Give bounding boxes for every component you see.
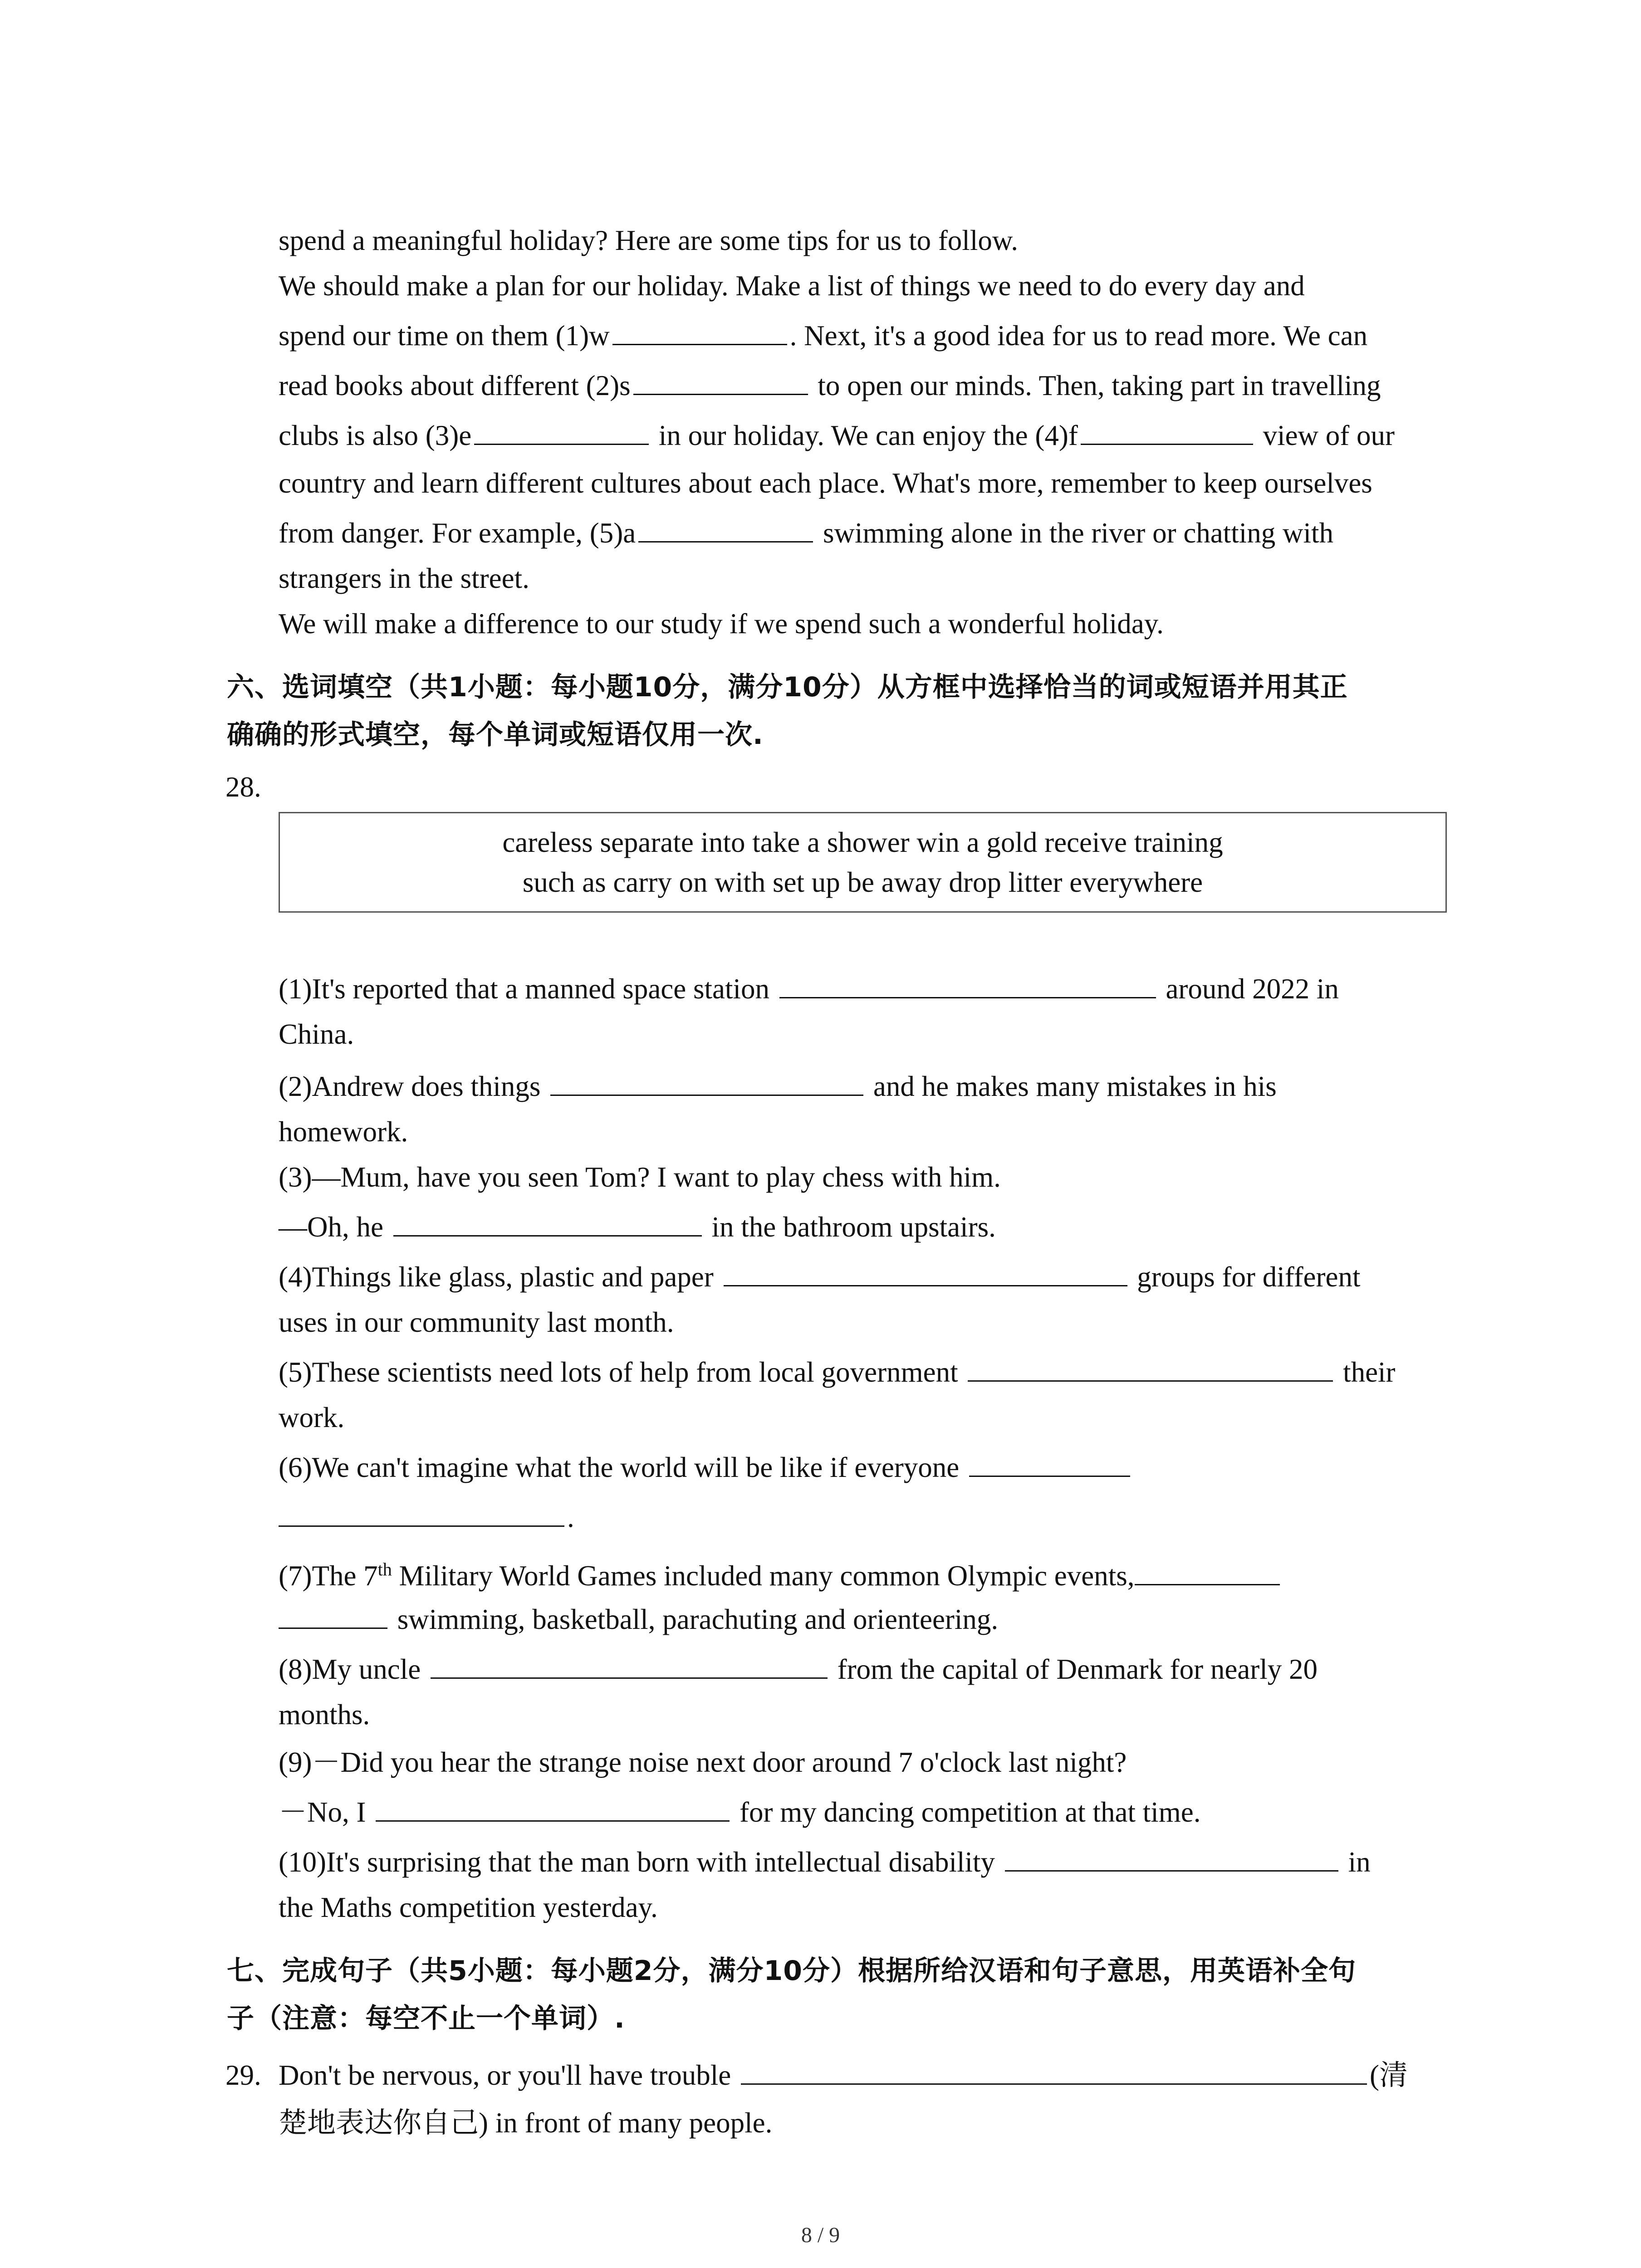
question-text: in xyxy=(1348,1846,1371,1878)
question-line: homework. xyxy=(279,1116,408,1148)
question-line: 楚地表达你自己) in front of many people. xyxy=(279,2107,773,2139)
passage-text: from danger. For example, (5)a xyxy=(279,517,636,549)
question-text: around 2022 in xyxy=(1166,973,1339,1005)
answer-blank[interactable] xyxy=(741,2057,1367,2085)
passage-text: to open our minds. Then, taking part in travelling xyxy=(818,370,1381,401)
question-text: in the bathroom upstairs. xyxy=(711,1211,996,1243)
question-text: (6)We can't imagine what the world will be like if everyone xyxy=(279,1452,960,1483)
question-text: (清 xyxy=(1369,2059,1408,2091)
question-line: (9)－Did you hear the strange noise next door around 7 o'clock last night? xyxy=(279,1746,1127,1778)
question-text: and he makes many mistakes in his xyxy=(873,1070,1277,1102)
passage-line: strangers in the street. xyxy=(279,562,529,594)
answer-blank[interactable] xyxy=(279,1499,564,1527)
answer-blank[interactable] xyxy=(969,1449,1130,1477)
answer-blank[interactable] xyxy=(724,1259,1127,1286)
question-line xyxy=(279,1844,1371,1880)
question-line xyxy=(279,1651,1318,1687)
section-heading: 七、完成句子（共5小题：每小题2分，满分10分）根据所给汉语和句子意思，用英语补全句 xyxy=(227,1955,1356,1987)
section-heading: 确确的形式填空，每个单词或短语仅用一次. xyxy=(227,719,764,751)
question-line: work. xyxy=(279,1402,345,1433)
section-heading: 六、选词填空（共1小题：每小题10分，满分10分）从方框中选择恰当的词或短语并用其正 xyxy=(227,671,1348,703)
question-line: China. xyxy=(279,1018,354,1050)
passage-line: We will make a difference to our study if we spend such a wonderful holiday. xyxy=(279,608,1164,640)
answer-blank[interactable] xyxy=(431,1651,828,1679)
passage-text: read books about different (2)s xyxy=(279,370,631,401)
question-text: (2)Andrew does things xyxy=(279,1070,541,1102)
passage-text: . Next, it's a good idea for us to read more. We can xyxy=(789,320,1368,352)
question-line xyxy=(279,1601,998,1637)
superscript: th xyxy=(377,1559,392,1579)
passage-text: view of our xyxy=(1263,420,1395,451)
answer-blank-5[interactable] xyxy=(638,515,813,543)
answer-blank[interactable] xyxy=(779,971,1156,998)
passage-line xyxy=(279,318,1367,354)
question-line xyxy=(279,1209,996,1245)
question-text: swimming, basketball, parachuting and orienteering. xyxy=(397,1603,999,1635)
question-text: Military World Games included many common Olympic events, xyxy=(392,1560,1135,1592)
passage-line xyxy=(279,417,1395,454)
question-line xyxy=(279,1794,1200,1830)
section-heading: 子（注意：每空不止一个单词）. xyxy=(227,2003,625,2034)
question-text: (10)It's surprising that the man born with intellectual disability xyxy=(279,1846,995,1878)
question-line xyxy=(279,2057,1408,2093)
question-text: (1)It's reported that a manned space station xyxy=(279,973,769,1005)
word-bank-line: such as carry on with set up be away drop litter everywhere xyxy=(522,866,1203,898)
question-text: (5)These scientists need lots of help from local government xyxy=(279,1356,958,1388)
question-line xyxy=(279,971,1339,1007)
passage-line: country and learn different cultures about each place. What's more, remember to keep ourselves xyxy=(279,467,1372,499)
answer-blank[interactable] xyxy=(279,1601,387,1629)
passage-text: spend our time on them (1)w xyxy=(279,320,610,352)
question-text: －No, I xyxy=(279,1796,366,1828)
question-text: groups for different xyxy=(1137,1261,1361,1293)
question-line xyxy=(279,1259,1360,1295)
answer-blank-4[interactable] xyxy=(1081,417,1253,445)
answer-blank[interactable] xyxy=(376,1794,730,1822)
answer-blank-1[interactable] xyxy=(612,318,787,345)
question-text: their xyxy=(1343,1356,1396,1388)
question-text: Don't be nervous, or you'll have trouble xyxy=(279,2059,731,2091)
question-text: (4)Things like glass, plastic and paper xyxy=(279,1261,714,1293)
passage-text: clubs is also (3)e xyxy=(279,420,472,451)
word-bank-box xyxy=(279,812,1447,913)
question-text: (7)The 7 xyxy=(279,1560,378,1592)
question-line xyxy=(279,1354,1396,1390)
question-text: from the capital of Denmark for nearly 20 xyxy=(837,1653,1318,1685)
answer-blank[interactable] xyxy=(393,1209,702,1237)
question-line xyxy=(279,1551,1283,1594)
question-line xyxy=(279,1068,1277,1105)
question-number: 29. xyxy=(225,2059,261,2091)
question-line: (3)—Mum, have you seen Tom? I want to play chess with him. xyxy=(279,1161,1001,1193)
question-line: months. xyxy=(279,1699,370,1730)
question-line xyxy=(279,1449,1133,1486)
answer-blank[interactable] xyxy=(1005,1844,1338,1872)
question-number: 28. xyxy=(225,771,261,803)
question-line: uses in our community last month. xyxy=(279,1306,674,1338)
passage-line: We should make a plan for our holiday. Make a list of things we need to do every day and xyxy=(279,270,1305,302)
question-line: the Maths competition yesterday. xyxy=(279,1892,658,1923)
answer-blank[interactable] xyxy=(1135,1558,1280,1585)
answer-blank[interactable] xyxy=(968,1354,1333,1382)
question-line xyxy=(279,1499,574,1535)
question-text: —Oh, he xyxy=(279,1211,383,1243)
passage-line xyxy=(279,367,1381,404)
passage-line xyxy=(279,515,1333,551)
passage-line: spend a meaningful holiday? Here are some tips for us to follow. xyxy=(279,225,1018,256)
answer-blank[interactable] xyxy=(550,1068,863,1096)
page-number: 8 / 9 xyxy=(801,2223,840,2247)
question-text: for my dancing competition at that time. xyxy=(739,1796,1201,1828)
passage-text: swimming alone in the river or chatting with xyxy=(823,517,1334,549)
question-text: . xyxy=(567,1501,574,1533)
passage-text: in our holiday. We can enjoy the (4)f xyxy=(658,420,1078,451)
question-text: (8)My uncle xyxy=(279,1653,421,1685)
answer-blank-2[interactable] xyxy=(633,367,808,395)
answer-blank-3[interactable] xyxy=(474,417,649,445)
word-bank-line: careless separate into take a shower win a gold receive training xyxy=(502,826,1223,858)
